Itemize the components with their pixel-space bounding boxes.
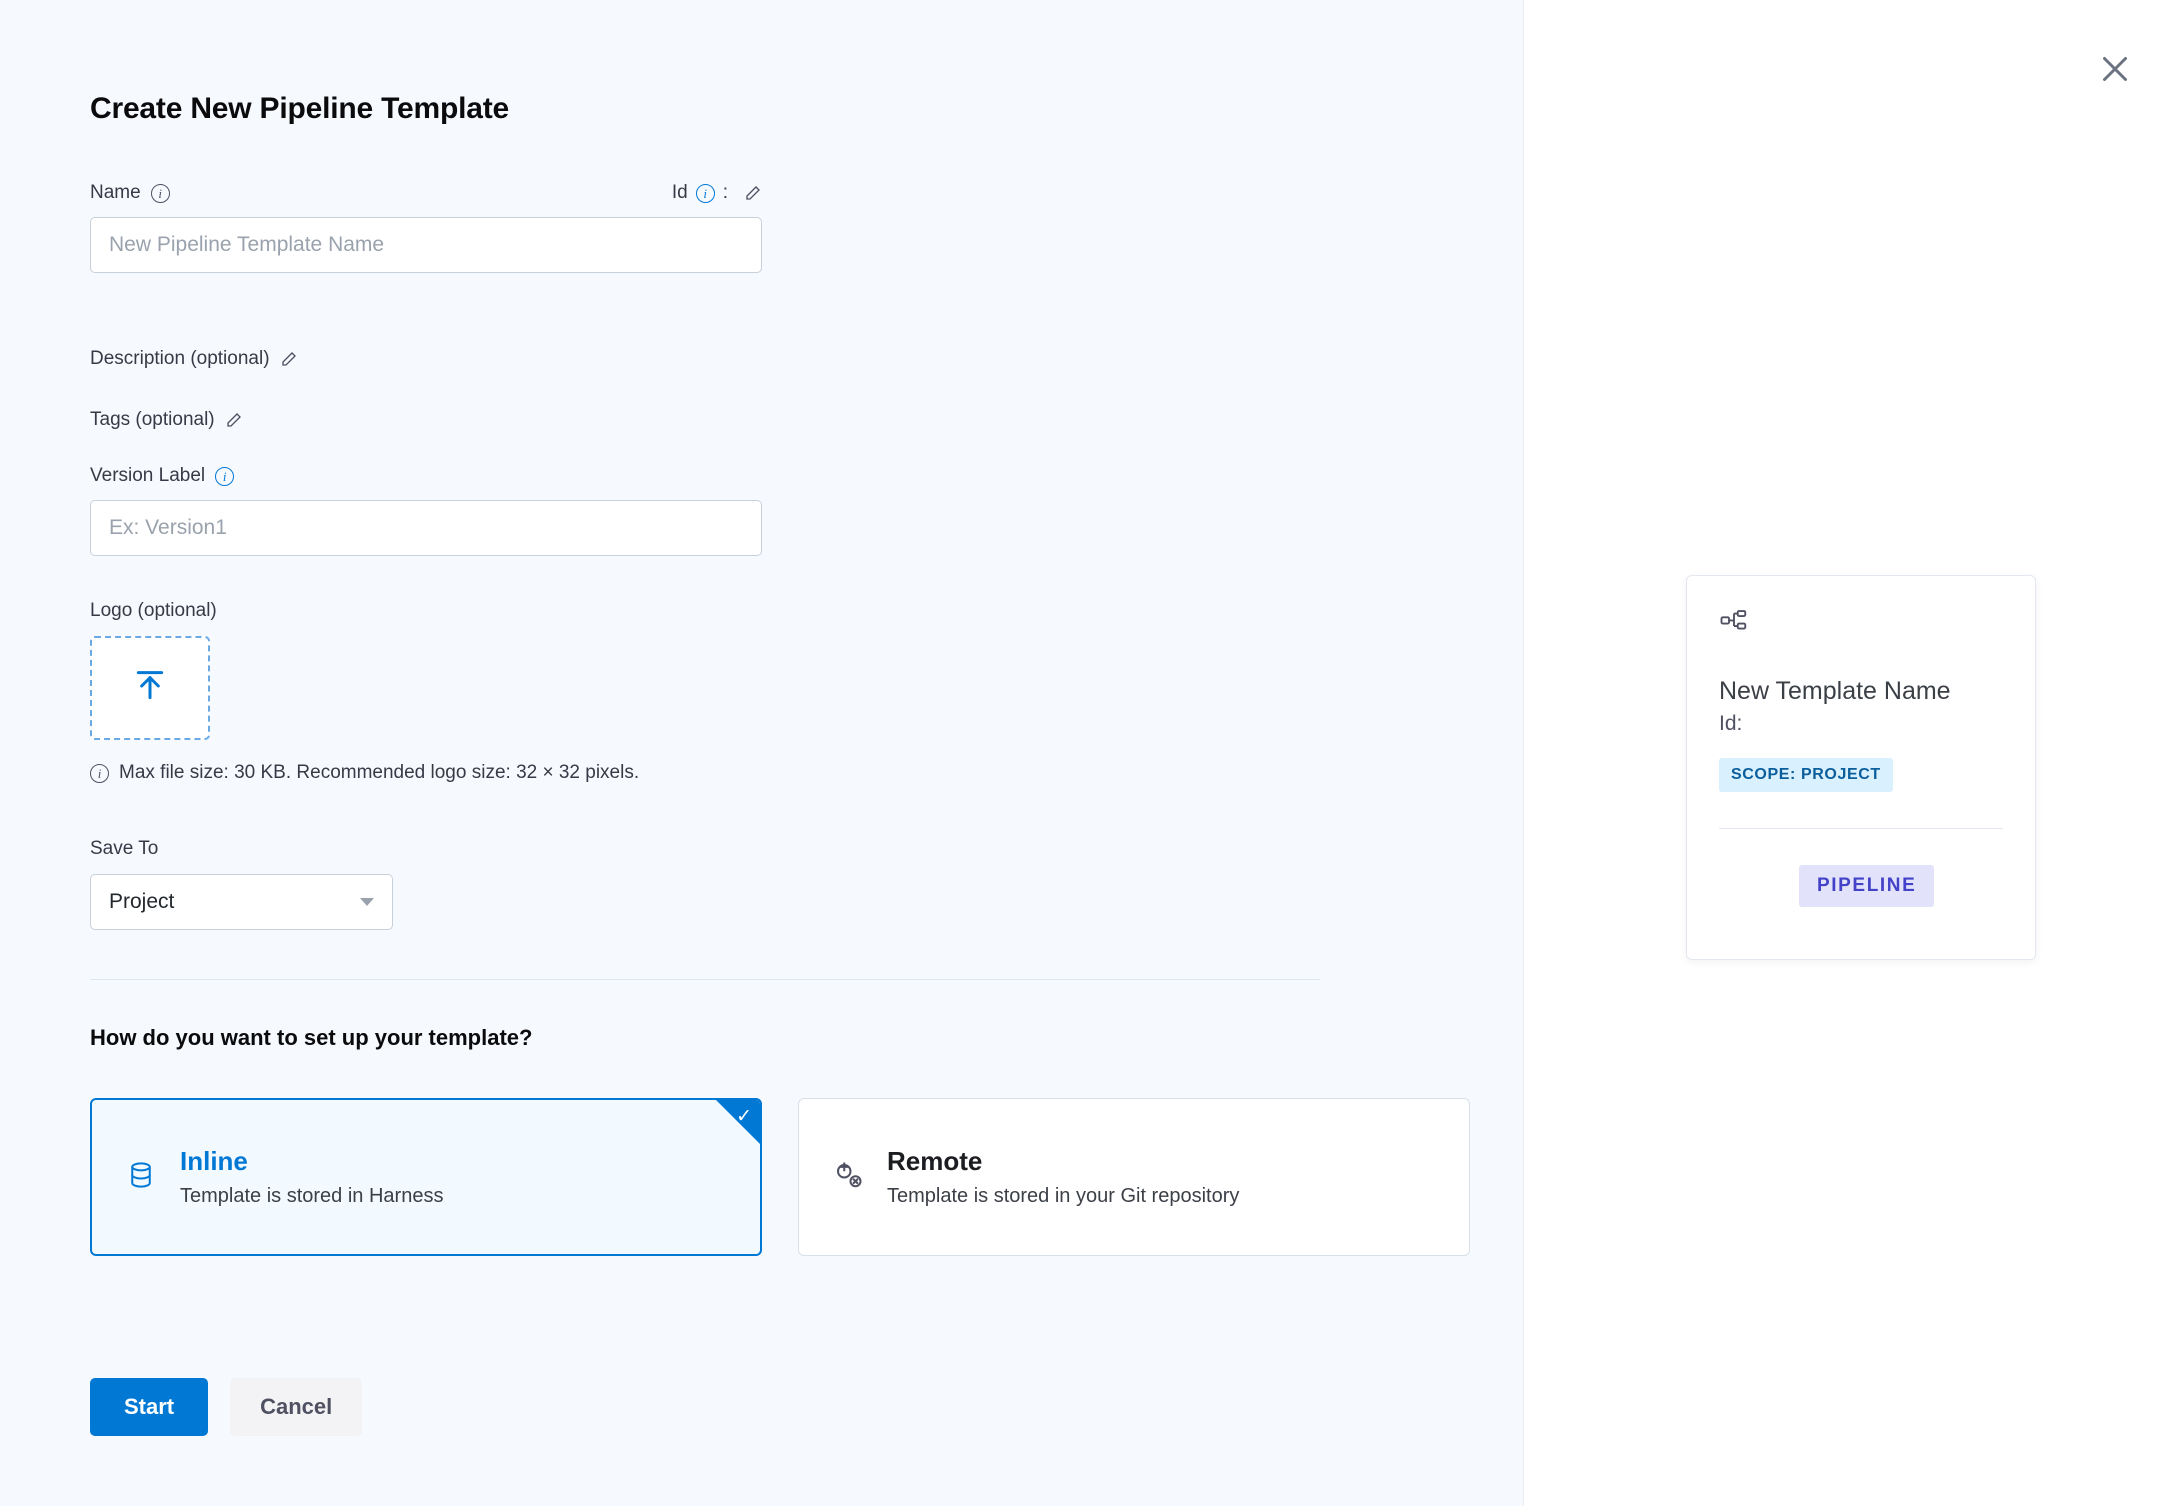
- setup-option-subtitle: Template is stored in your Git repository: [887, 1185, 1240, 1207]
- version-label: Version Label: [90, 465, 206, 486]
- setup-option-inline[interactable]: [90, 1098, 762, 1256]
- preview-template-name: New Template Name: [1719, 677, 1951, 705]
- tags-field-group[interactable]: [90, 409, 243, 431]
- name-label-row: [90, 182, 762, 204]
- status-badge: SCOPE: PROJECT: [1719, 758, 1893, 792]
- description-label: Description (optional): [90, 348, 270, 369]
- logo-field-group: [90, 600, 639, 784]
- name-field-group: [90, 182, 762, 273]
- logo-hint: [90, 762, 639, 784]
- info-icon[interactable]: i: [215, 467, 234, 486]
- section-divider: [90, 979, 1320, 980]
- info-icon[interactable]: i: [696, 184, 715, 203]
- setup-option-title: Inline: [180, 1146, 248, 1176]
- save-to-value: Project: [109, 890, 175, 913]
- logo-upload-dropzone[interactable]: [90, 636, 210, 740]
- version-field-group: [90, 465, 762, 556]
- logo-label: Logo (optional): [90, 600, 217, 621]
- version-input[interactable]: [90, 500, 762, 556]
- id-label: Id: [671, 182, 688, 203]
- preview-divider: [1719, 828, 2003, 829]
- logo-hint-text: Max file size: 30 KB. Recommended logo size: 32 × 32 pixels.: [119, 762, 640, 783]
- database-icon: [126, 1160, 156, 1195]
- tags-label: Tags (optional): [90, 409, 215, 430]
- info-icon[interactable]: i: [151, 184, 170, 203]
- pencil-icon[interactable]: [744, 184, 762, 202]
- setup-option-remote[interactable]: [798, 1098, 1470, 1256]
- preview-type-tag: PIPELINE: [1799, 865, 1934, 907]
- save-to-label: Save To: [90, 838, 159, 859]
- id-colon: :: [722, 182, 728, 203]
- pencil-icon[interactable]: [280, 350, 298, 368]
- id-group: [672, 182, 762, 204]
- start-button[interactable]: Start: [90, 1378, 208, 1436]
- git-remote-icon: [833, 1160, 863, 1195]
- description-field-group[interactable]: [90, 348, 298, 370]
- setup-option-title: Remote: [887, 1146, 983, 1176]
- preview-template-id: Id:: [1719, 712, 1743, 735]
- setup-options: [90, 1098, 1470, 1256]
- page-title: Create New Pipeline Template: [90, 92, 509, 125]
- chevron-down-icon: [360, 898, 374, 906]
- cancel-button[interactable]: Cancel: [230, 1378, 362, 1436]
- version-label-row: [90, 465, 762, 487]
- name-label-wrap: [90, 182, 170, 204]
- check-icon: ✓: [736, 1106, 752, 1127]
- save-to-select[interactable]: [90, 874, 393, 930]
- setup-option-remote-text: [887, 1146, 1239, 1208]
- setup-option-inline-text: [180, 1146, 443, 1208]
- setup-question: How do you want to set up your template?: [90, 1025, 533, 1050]
- save-to-group: [90, 838, 393, 930]
- name-label: Name: [90, 182, 141, 203]
- template-preview-card: [1686, 575, 2036, 960]
- modal-actions: [90, 1378, 362, 1436]
- close-icon[interactable]: [2094, 48, 2136, 90]
- template-node-icon: [1719, 606, 2003, 641]
- info-icon: i: [90, 764, 109, 783]
- name-input[interactable]: [90, 217, 762, 273]
- pencil-icon[interactable]: [225, 411, 243, 429]
- upload-icon: [130, 666, 170, 711]
- setup-option-subtitle: Template is stored in Harness: [180, 1185, 444, 1207]
